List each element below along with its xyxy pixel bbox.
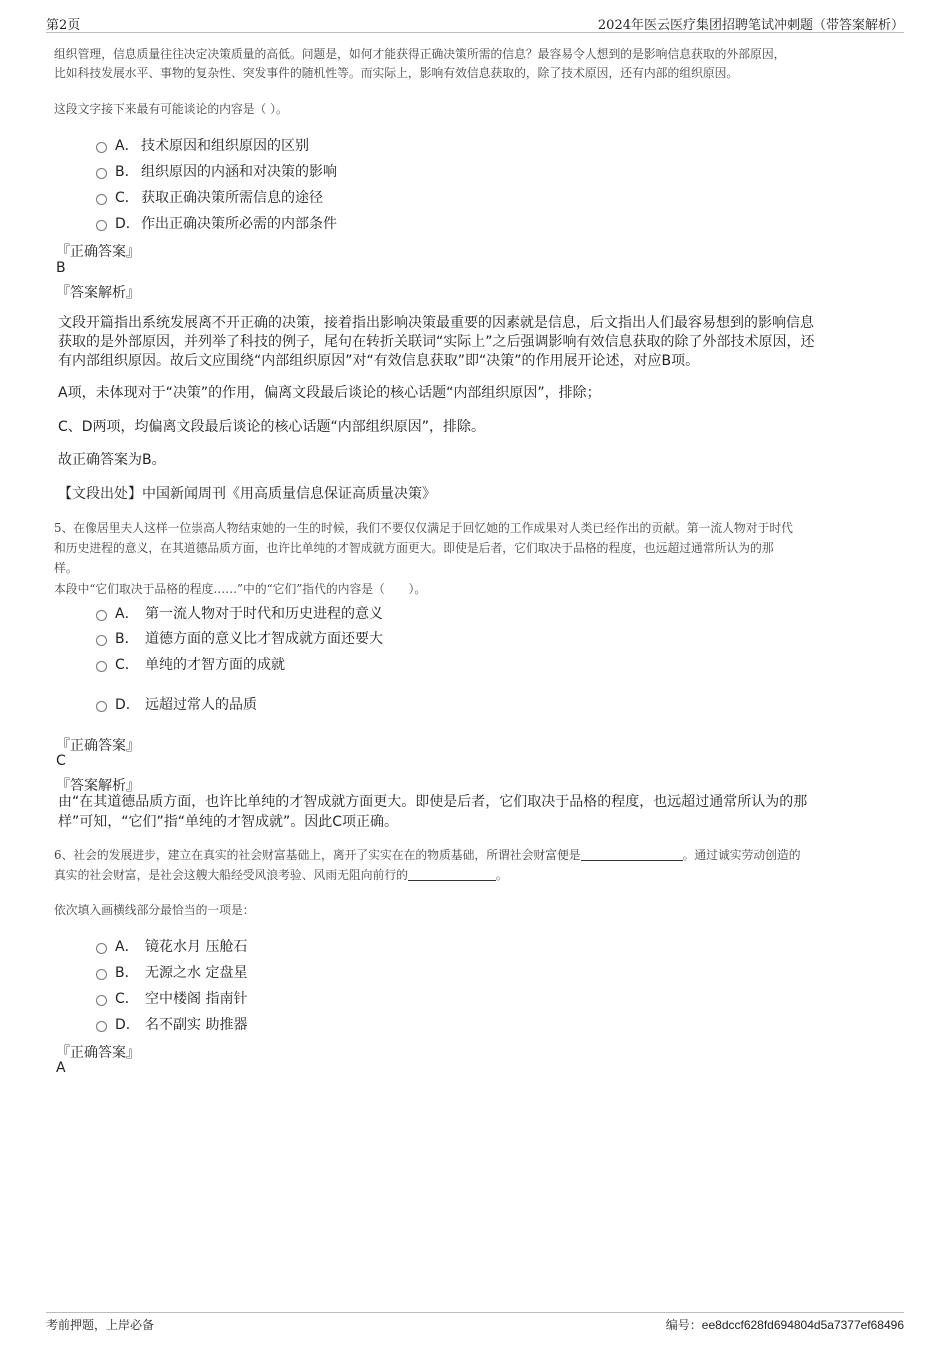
q6-question: 依次填入画横线部分最恰当的一项是： xyxy=(54,903,255,917)
q5-option-c[interactable]: C． 单纯的才智方面的成就 xyxy=(96,654,285,674)
radio-button-icon[interactable] xyxy=(96,943,107,954)
q5-answer: C xyxy=(56,753,66,769)
radio-button-icon[interactable] xyxy=(96,610,107,621)
q6-answer: A xyxy=(56,1060,66,1076)
q4-option-d[interactable]: D．作出正确决策所必需的内部条件 xyxy=(96,213,337,233)
q4-analysis-label: 『答案解析』 xyxy=(56,285,140,301)
q5-passage-line-2: 和历史进程的意义，在其道德品质方面，也许比单纯的才智成就方面更大。即使是后者，它们取决于品格的程度，也远超过通常所认为的那 xyxy=(54,541,774,555)
q4-answer: B xyxy=(56,260,66,276)
fill-blank-2 xyxy=(408,868,496,881)
q5-question: 本段中“它们取决于品格的程度……”中的“它们”指代的内容是（ ）。 xyxy=(54,582,427,596)
radio-button-icon[interactable] xyxy=(96,701,107,712)
q6-passage-line-2: 真实的社会财富，是社会这艘大船经受风浪考验、风雨无阻向前行的 。 xyxy=(54,868,508,882)
radio-button-icon[interactable] xyxy=(96,194,107,205)
q5-passage-line-3: 样。 xyxy=(54,561,78,575)
document-title: 2024年医云医疗集团招聘笔试冲刺题（带答案解析） xyxy=(597,18,904,33)
q4-conclusion: 故正确答案为B。 xyxy=(58,452,166,468)
q4-answer-label: 『正确答案』 xyxy=(56,244,140,260)
radio-button-icon[interactable] xyxy=(96,142,107,153)
q6-option-c[interactable]: C． 空中楼阁 指南针 xyxy=(96,988,247,1008)
page-header xyxy=(46,14,904,33)
q4-passage-line-1: 组织管理，信息质量往往决定决策质量的高低。问题是，如何才能获得正确决策所需的信息？最容易令人想到的是影响信息获取的外部原因， xyxy=(54,47,786,61)
radio-button-icon[interactable] xyxy=(96,969,107,980)
q6-option-d[interactable]: D． 名不副实 助推器 xyxy=(96,1014,247,1034)
radio-button-icon[interactable] xyxy=(96,635,107,646)
q4-analysis-line-1: 文段开篇指出系统发展离不开正确的决策，接着指出影响决策最重要的因素就是信息，后文指出人们最容易想到的影响信息 xyxy=(58,315,814,331)
radio-button-icon[interactable] xyxy=(96,1021,107,1032)
q5-analysis-line-1: 由“在其道德品质方面，也许比单纯的才智成就方面更大。即使是后者，它们取决于品格的程度，也远超过通常所认为的那 xyxy=(58,794,808,810)
q4-option-b[interactable]: B． 组织原因的内涵和对决策的影响 xyxy=(96,161,337,181)
document-code: 编号：ee8dccf628fd694804d5a7377ef68496 xyxy=(665,1318,904,1332)
q4-option-a-analysis: A项，未体现对于“决策”的作用，偏离文段最后谈论的核心话题“内部组织原因”，排除； xyxy=(58,385,601,401)
q4-passage-line-2: 比如科技发展水平、事物的复杂性、突发事件的随机性等。而实际上，影响有效信息获取的，除了技术原因，还有内部的组织原因。 xyxy=(54,66,739,80)
q6-option-b[interactable]: B． 无源之水 定盘星 xyxy=(96,962,247,982)
q4-source: 【文段出处】中国新闻周刊《用高质量信息保证高质量决策》 xyxy=(58,486,436,502)
q4-analysis-line-2: 获取的是外部原因，并列举了科技的例子，尾句在转折关联词“实际上”之后强调影响有效信息获取的除了外部技术原因，还 xyxy=(58,334,815,350)
q6-passage-line-1: 6、社会的发展进步，建立在真实的社会财富基础上，离开了实实在在的物质基础，所谓社会财富便是 。通过诚实劳动创造的 xyxy=(54,848,801,862)
radio-button-icon[interactable] xyxy=(96,168,107,179)
q5-option-a[interactable]: A． 第一流人物对于时代和历史进程的意义 xyxy=(96,603,383,623)
footer-slogan: 考前押题，上岸必备 xyxy=(46,1318,155,1332)
q4-analysis-line-3: 有内部组织原因。故后文应围绕“内部组织原因”对“有效信息获取”即“决策”的作用展开论述，对应B项。 xyxy=(58,353,700,369)
fill-blank-1 xyxy=(581,848,683,861)
q5-option-d[interactable]: D． 远超过常人的品质 xyxy=(96,694,257,714)
q5-analysis-label: 『答案解析』 xyxy=(56,778,140,794)
q6-option-a[interactable]: A． 镜花水月 压舱石 xyxy=(96,936,247,956)
q5-answer-label: 『正确答案』 xyxy=(56,738,140,754)
q4-option-c[interactable]: C． 获取正确决策所需信息的途径 xyxy=(96,187,323,207)
q4-question: 这段文字接下来最有可能谈论的内容是（ ）。 xyxy=(54,102,288,116)
radio-button-icon[interactable] xyxy=(96,995,107,1006)
q4-option-a[interactable]: A． 技术原因和组织原因的区别 xyxy=(96,135,309,155)
q5-analysis-line-2: 样”可知，“它们”指“单纯的才智成就”。因此C项正确。 xyxy=(58,814,399,830)
page-number: 第2页 xyxy=(46,18,81,33)
q4-option-cd-analysis: C、D两项，均偏离文段最后谈论的核心话题“内部组织原因”，排除。 xyxy=(58,419,486,435)
radio-button-icon[interactable] xyxy=(96,220,107,231)
page-footer xyxy=(46,1312,904,1333)
q6-answer-label: 『正确答案』 xyxy=(56,1045,140,1061)
q5-passage-line-1: 5、在像居里夫人这样一位崇高人物结束她的一生的时候，我们不要仅仅满足于回忆她的工作成果对人类已经作出的贡献。第一流人物对于时代 xyxy=(54,521,793,535)
radio-button-icon[interactable] xyxy=(96,661,107,672)
q5-option-b[interactable]: B． 道德方面的意义比才智成就方面还要大 xyxy=(96,628,383,648)
